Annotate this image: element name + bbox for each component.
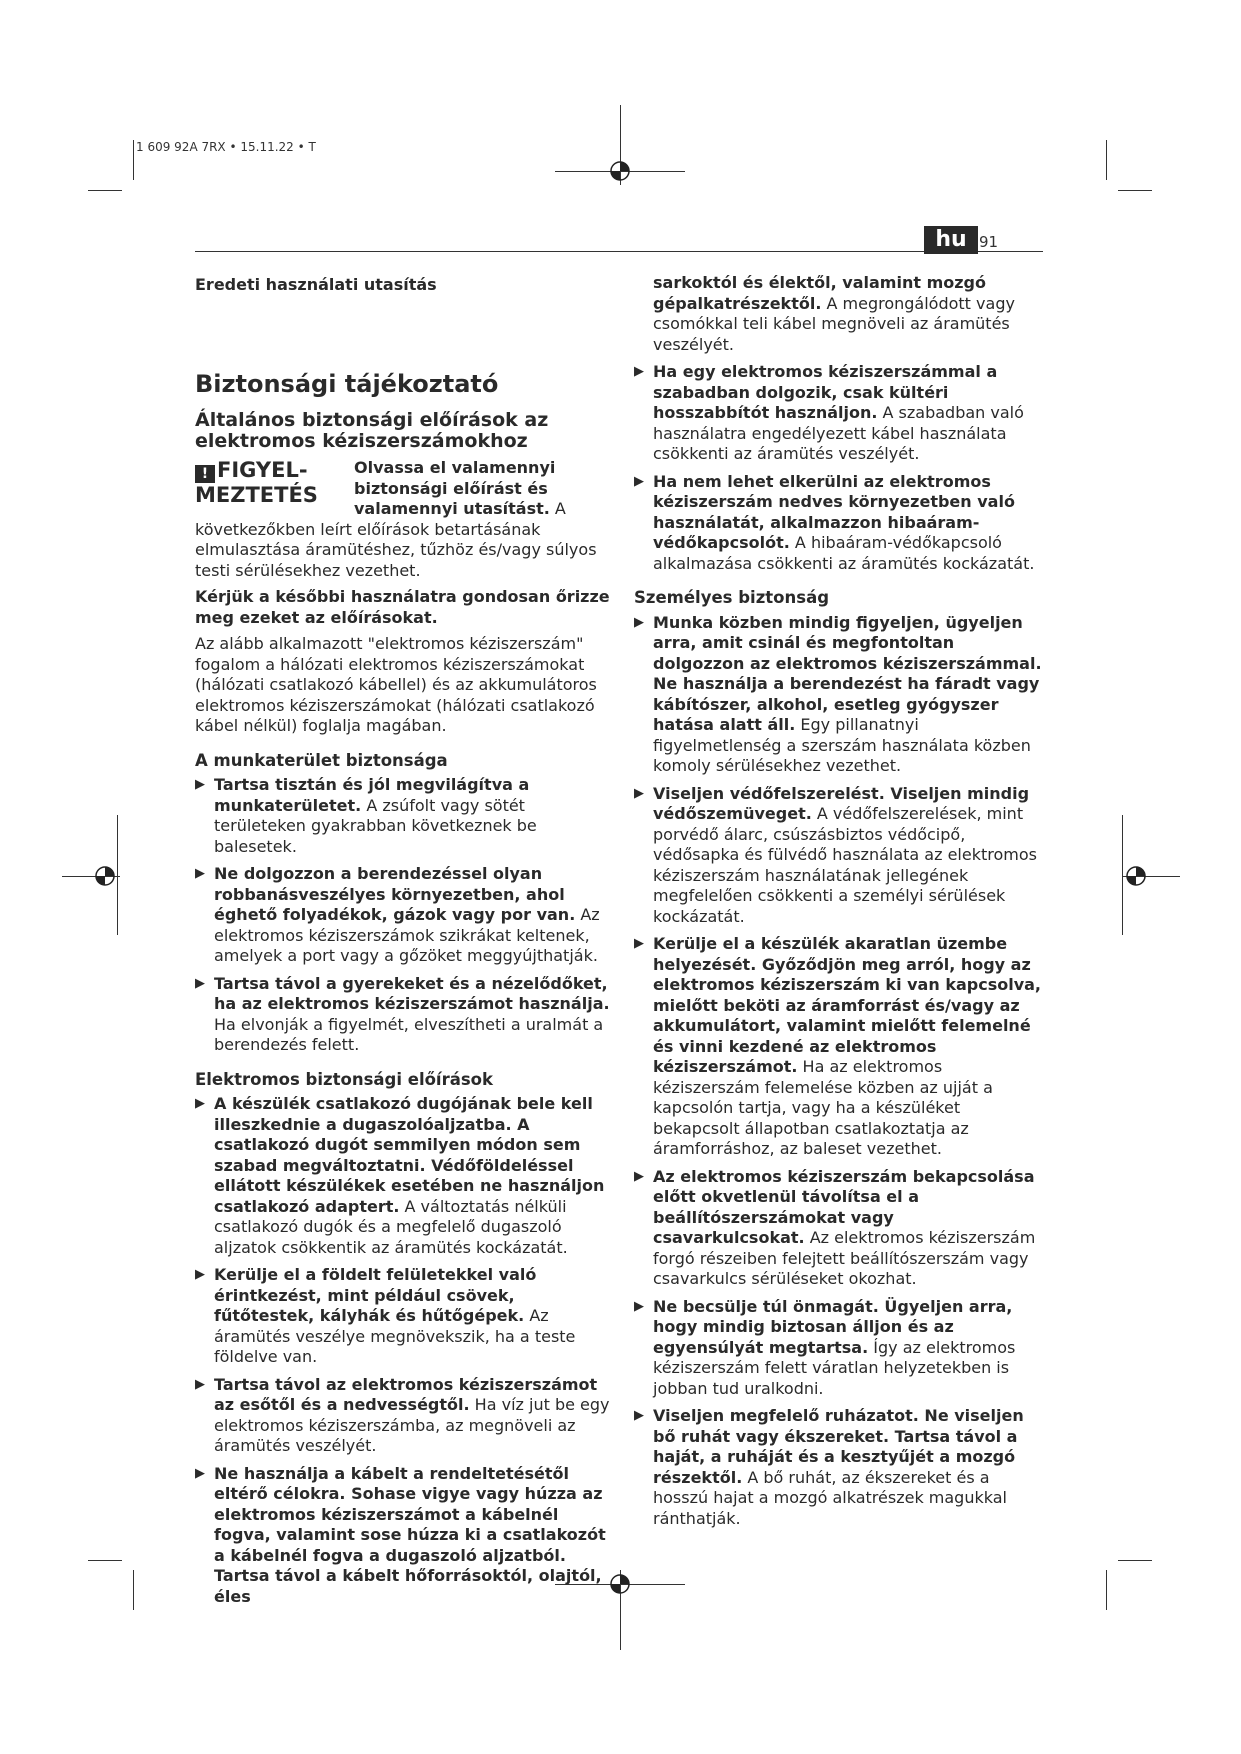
registration-target-icon — [606, 1570, 634, 1598]
list-item: ▶ Kerülje el a készülék akaratlan üzembe helyezését. Győződjön meg arról, hogy az elektromos kéziszerszám ki van kapcsolva, mielőtt beköti az áramforrást és/vagy az akkumulátort, valamint mielőtt felemelné és vinni kezdené az elektromos kéziszerszámot. Ha az elektromos kéziszerszám felemelése közben az ujját a kapcsolón tartja, vagy ha a készüléket bekapcsolt állapotban csatlakoztatja az áramforráshoz, az baleset vezethet. — [634, 934, 1041, 1158]
bullet-arrow-icon: ▶ — [195, 1096, 205, 1111]
registration-target-icon — [91, 862, 119, 890]
bullet-arrow-icon: ▶ — [195, 866, 205, 881]
definition-text: Az alább alkalmazott "elektromos kéziszerszám" fogalom a hálózati elektromos kéziszerszámokat (hálózati csatlakozó kábellel) és az akkumulátoros elektromos kéziszerszámokat (hálózati csatlakozó kábel nélkül) foglalja magában. — [195, 634, 597, 735]
list-item: ▶ Ne használja a kábelt a rendeltetésétől eltérő célokra. Sohase vigye vagy húzza az elektromos kéziszerszámot a kábelnél fogva, valamint sose húzza ki a csatlakozót a kábelnél fogva a dugaszoló aljzatból. Tartsa távol a kábelt hőforrásoktól, olajtól, éles — [195, 1463, 606, 1606]
section-subtitle: Általános biztonsági előírások az elektromos kéziszerszámokhoz — [195, 409, 549, 452]
list-item: ▶ A készülék csatlakozó dugójának bele kell illeszkednie a dugaszolóaljzatba. A csatlakozó dugót semmilyen módon sem szabad megváltoztatni. Védőföldeléssel ellátott készülékek esetében ne használjon csatlakozó adaptert. A változtatás nélküli csatlakozó dugók és a megfelelő dugaszoló aljzatok csökkentik az áramütés kockázatát. — [195, 1094, 605, 1257]
crop-mark — [1118, 190, 1152, 191]
bullet-arrow-icon: ▶ — [634, 473, 644, 489]
list-item: ▶ Munka közben mindig figyeljen, ügyeljen arra, amit csinál és megfontoltan dolgozzon az elektromos kéziszerszámmal. Ne használja a berendezést ha fáradt vagy kábítószer, alkohol, esetleg gyógyszer hatása alatt áll. Egy pillanatnyi figyelmetlenség a szerszám használata közben komoly sérülésekhez vezethet. — [634, 612, 1042, 775]
list-item: ▶ Viseljen védőfelszerelést. Viseljen mindig védőszemüveget. A védőfelszerelések, mint porvédő álarc, csúszásbiztos védőcipő, védősapka és fülvédő használata az elektromos kéziszerszám használatának jellegének megfelelően csökkenti a személyi sérülések kockázatát. — [634, 783, 1037, 926]
left-column — [195, 275, 610, 1614]
document-id: 1 609 92A 7RX • 15.11.22 • T — [136, 140, 316, 154]
list-item: ▶ Ha egy elektromos kéziszerszámmal a szabadban dolgozik, csak kültéri hosszabbítót használjon. A szabadban való használatra engedélyezett kábel használata csökkenti az áramütés veszélyét. — [634, 362, 1024, 463]
registration-target-icon — [1122, 862, 1150, 890]
right-column — [634, 273, 1046, 1536]
list-item: ▶ Az elektromos kéziszerszám bekapcsolása előtt okvetlenül távolítsa el a beállítószerszámokat vagy csavarkulcsokat. Az elektromos kéziszerszám forgó részeiben felejtett beállítószerszám vagy csavarkulcs sérüléseket okozhat. — [634, 1166, 1036, 1288]
list-item: ▶ Tartsa távol az elektromos kéziszerszámot az esőtől és a nedvességtől. Ha víz jut be egy elektromos kéziszerszámba, az megnöveli az áramütés veszélyét. — [195, 1374, 610, 1455]
page-number: 91 — [979, 233, 999, 251]
list-item: ▶ Tartsa távol a gyerekeket és a nézelődőket, ha az elektromos kéziszerszámot használja. Ha elvonják a figyelmét, elveszítheti a uralmát a berendezés felett. — [195, 973, 610, 1054]
warning-bold-text: Olvassa el valamennyi biztonsági előírást és valamennyi utasítást. — [354, 458, 556, 518]
bullet-arrow-icon: ▶ — [195, 1465, 205, 1481]
bullet-arrow-icon: ▶ — [634, 614, 644, 630]
crop-mark — [133, 140, 134, 180]
language-badge: hu — [924, 226, 978, 254]
list-item: ▶ Ne becsülje túl önmagát. Ügyeljen arra, hogy mindig biztosan álljon és az egyensúlyát megtartsa. Így az elektromos kéziszerszám felett váratlan helyzetekben is jobban tud uralkodni. — [634, 1296, 1016, 1398]
warning-block — [195, 458, 610, 581]
bullet-arrow-icon: ▶ — [634, 785, 644, 801]
list-item-continued: sarkoktól és élektől, valamint mozgó gépalkatrészektől. A megrongálódott vagy csomókkal teli kábel megnöveli az áramütés veszélyét. — [653, 273, 1015, 354]
crop-mark — [88, 190, 122, 191]
warning-text: A következőkben leírt előírások betartásának elmulasztása áramütéshez, tűzhöz és/vagy súlyos testi sérülésekhez vezethet. — [195, 499, 597, 580]
bullet-arrow-icon: ▶ — [634, 364, 644, 379]
crop-mark — [88, 1560, 122, 1561]
intro-line: Eredeti használati utasítás — [195, 275, 437, 294]
header-rule — [195, 251, 1043, 252]
keep-instructions: Kérjük a későbbi használatra gondosan őrizze meg ezeket az előírásokat. — [195, 587, 610, 627]
crop-mark — [133, 1570, 134, 1610]
crop-mark — [1106, 140, 1107, 180]
crop-mark — [1106, 1570, 1107, 1610]
bullet-arrow-icon: ▶ — [195, 1267, 205, 1282]
bullet-arrow-icon: ▶ — [195, 1376, 205, 1392]
page-title: Biztonsági tájékoztató — [195, 369, 499, 398]
list-item: ▶ Viseljen megfelelő ruházatot. Ne viseljen bő ruhát vagy ékszereket. Tartsa távol a haját, a ruháját és a kesztyűjét a mozgó részektől. A bő ruhát, az ékszereket és a hosszú hajat a mozgó alkatrészek magukkal ránthatják. — [634, 1406, 1024, 1528]
bullet-arrow-icon: ▶ — [195, 777, 205, 792]
section-heading-electrical: Elektromos biztonsági előírások — [195, 1069, 493, 1089]
crop-mark — [1118, 1560, 1152, 1561]
bullet-arrow-icon: ▶ — [634, 936, 644, 951]
registration-target-icon — [606, 157, 634, 185]
bullet-arrow-icon: ▶ — [195, 975, 205, 991]
list-item: ▶ Ne dolgozzon a berendezéssel olyan robbanásveszélyes környezetben, ahol éghető folyadékok, gázok vagy por van. Az elektromos kéziszerszámok szikrákat keltenek, amelyek a port vagy a gőzöket meggyújthatják. — [195, 864, 600, 965]
section-heading-work: A munkaterület biztonsága — [195, 750, 448, 770]
list-item: ▶ Ha nem lehet elkerülni az elektromos kéziszerszám nedves környezetben való használatát, alkalmazzon hibaáram-védőkapcsolót. A hibaáram-védőkapcsoló alkalmazása csökkenti az áramütés kockázatát. — [634, 471, 1035, 573]
bullet-arrow-icon: ▶ — [634, 1298, 644, 1314]
section-heading-personal: Személyes biztonság — [634, 588, 830, 607]
bullet-arrow-icon: ▶ — [634, 1408, 644, 1423]
bullet-arrow-icon: ▶ — [634, 1168, 644, 1184]
warning-triangle-icon: ! — [195, 465, 215, 483]
list-item: ▶ Kerülje el a földelt felületekkel való érintkezést, mint például csövek, fűtőtestek, kályhák és hűtőgépek. Az áramütés veszélye megnövekszik, ha a teste földelve van. — [195, 1265, 576, 1366]
warning-label: ! FIGYEL- MEZTETÉS — [195, 458, 318, 507]
list-item: ▶ Tartsa tisztán és jól megvilágítva a munkaterületet. A zsúfolt vagy sötét területeken gyakrabban következnek be balesetek. — [195, 775, 537, 856]
